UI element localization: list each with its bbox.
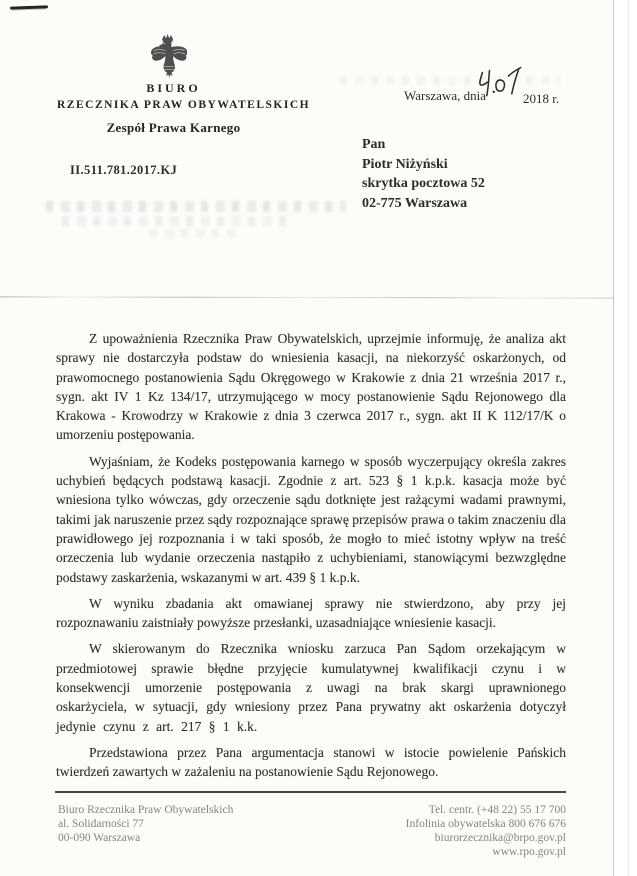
recipient-line: Pan xyxy=(362,137,386,152)
footer-address xyxy=(58,803,233,845)
footer-email: biurorzecznika@brpo.gov.pl xyxy=(434,832,566,844)
bleed-through-smudge xyxy=(340,76,560,85)
paper-fold-crease xyxy=(0,296,614,298)
office-name-line1: BIURO xyxy=(146,81,201,95)
corner-scan-mark xyxy=(10,5,48,9)
footer-address-line: al. Solidarności 77 xyxy=(58,818,144,830)
scan-edge-line xyxy=(613,0,614,876)
office-name-line2: RZECZNIKA PRAW OBYWATELSKICH xyxy=(57,99,311,111)
recipient-line: skrytka pocztowa 52 xyxy=(362,176,485,191)
date-suffix: 2018 r. xyxy=(523,91,560,106)
footer-address-line: 00-090 Warszawa xyxy=(58,832,141,844)
letterhead xyxy=(57,81,311,136)
handwritten-date-text xyxy=(0,0,1,1)
body-paragraph: W wyniku zbadania akt omawianej sprawy nie stwierdzono, aby przy jej rozpoznawaniu zaistniały powyższe przesłanki, uzasadniające wniesienie kasacji. xyxy=(56,595,566,631)
body-paragraph: Z upoważnienia Rzecznika Praw Obywatelskich, uprzejmie informuję, że analiza akt sprawy nie dostarczyła podstaw do wniesienia kasacji, na niekorzyść oskarżonych, od prawomocnego postanowienia Sądu Okręgowego w Krakowie z dnia 21 września 2017 r., sygn. akt IV 1 Kz 134/17, utrzymującego w mocy postanowienie Sądu Rejonowego dla Krakowa - Krowodrzy w Krakowie z dnia 3 czerwca 2017 r., sygn. akt II K 112/17/K o umorzeniu postępowania. xyxy=(56,331,566,443)
footer-address-line: Biuro Rzecznika Praw Obywatelskich xyxy=(58,804,234,816)
recipient-line: 02-775 Warszawa xyxy=(362,195,468,211)
body-paragraph: Przedstawiona przez Pana argumentacja stanowi w istocie powielenie Pańskich twierdzeń zawartych w zażaleniu na postanowienie Sądu Rejonowego. xyxy=(56,744,566,780)
case-number: II.511.781.2017.KJ xyxy=(70,163,178,177)
footer-website: www.rpo.gov.pl xyxy=(492,846,566,858)
footer-infoline: Infolinia obywatelska 800 676 676 xyxy=(405,818,566,830)
footer-contact xyxy=(300,803,566,859)
footer-divider xyxy=(55,791,566,793)
bleed-through-smudge xyxy=(62,216,292,226)
polish-eagle-icon xyxy=(149,33,187,80)
body-paragraph: Wyjaśniam, że Kodeks postępowania karnego w sposób wyczerpujący określa zakres uchybień będących podstawą kasacji. Zgodnie z art. 523 § 1 k.p.k. kasacja może być wniesiona tylko wówczas, gdy orzeczenie sądu dotknięte jest rażącymi wadami prawnymi, takimi jak naruszenie przez sądy rozpoznające sprawę przepisów prawa o takim znaczeniu dla prawidłowego jej rozpoznania i w taki sposób, że mogło to mieć istotny wpływ na treść orzeczenia lub wydanie orzeczenia nastąpiło z uchybieniami, stanowiącymi bezwzględne podstawy zaskarżenia, wskazanymi w art. 439 § 1 k.p.k. xyxy=(56,453,566,585)
date-prefix: Warszawa, dnia xyxy=(404,88,486,103)
body-paragraph: W skierowanym do Rzecznika wniosku zarzuca Pan Sądom orzekającym w przedmiotowej sprawie błędne przyjęcie kumulatywnej kwalifikacji czynu i w konsekwencji umorzenie postępowania z uwagi na brak skargi uprawnionego oskarżyciela, w sytuacji, gdy wniesiony przez Pana prywatny akt oskarżenia dotyczył jedynie czynu z art. 217 § 1 k.k. xyxy=(56,641,566,734)
recipient-line: Piotr Niżyński xyxy=(362,156,448,172)
bleed-through-smudge xyxy=(46,201,346,212)
footer-phone: Tel. centr. (+48 22) 55 17 700 xyxy=(428,804,566,816)
department-name: Zespół Prawa Karnego xyxy=(106,120,241,135)
scan-edge-strip xyxy=(614,0,637,876)
scan-edge-line-faint xyxy=(628,0,629,876)
bleed-through-smudge xyxy=(150,229,240,238)
letter-body xyxy=(56,329,566,789)
recipient-address xyxy=(362,135,485,213)
handwritten-date xyxy=(472,62,523,107)
